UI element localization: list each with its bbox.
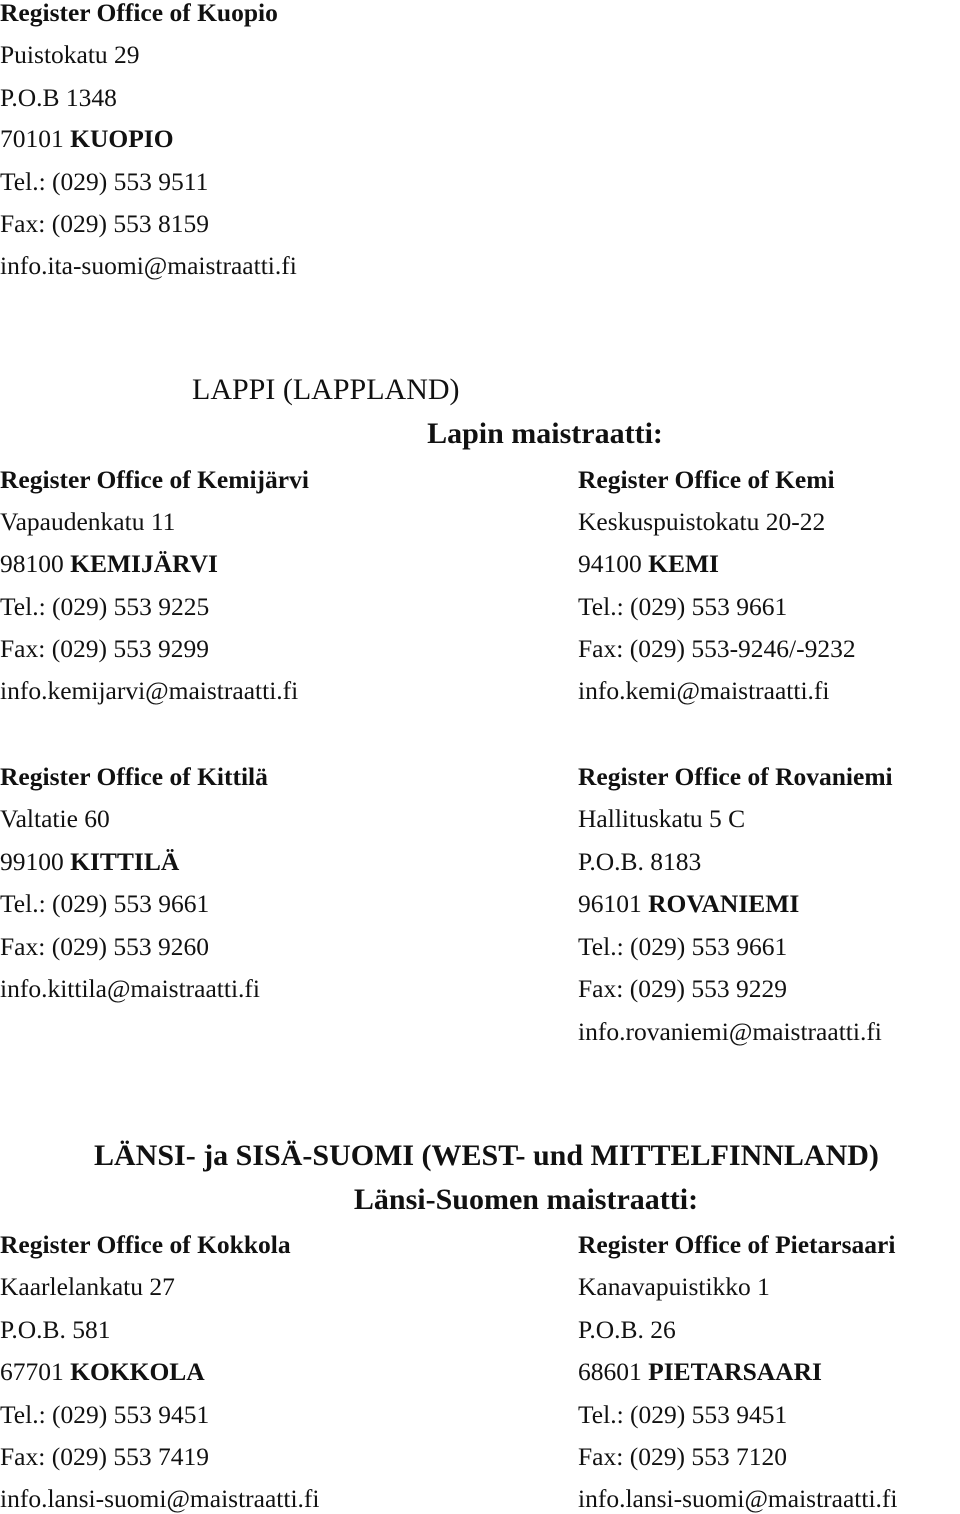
- postcode: 70101: [0, 124, 64, 153]
- section-subheading-lappi: Lapin maistraatti:: [427, 417, 663, 450]
- office-name: Register Office of Kittilä: [0, 762, 268, 791]
- fax: Fax: (029) 553 9299: [0, 634, 209, 663]
- office-name: Register Office of Pietarsaari: [578, 1230, 896, 1259]
- email[interactable]: info.kemi@maistraatti.fi: [578, 676, 830, 705]
- city: KOKKOLA: [70, 1357, 205, 1386]
- postcode: 99100: [0, 847, 64, 876]
- office-name: Register Office of Kuopio: [0, 0, 278, 27]
- city: KEMIJÄRVI: [70, 549, 218, 578]
- section-heading-text: LAPPI (LAPPLAND): [192, 373, 460, 406]
- email[interactable]: info.ita-suomi@maistraatti.fi: [0, 251, 297, 280]
- telephone: Tel.: (029) 553 9225: [0, 592, 210, 621]
- street-address: Kanavapuistikko 1: [578, 1272, 770, 1301]
- postcode: 94100: [578, 549, 642, 578]
- postal-line: [578, 889, 799, 919]
- fax: Fax: (029) 553 8159: [0, 209, 209, 238]
- street-address: Keskuspuistokatu 20-22: [578, 507, 826, 536]
- street-address: Kaarlelankatu 27: [0, 1272, 175, 1301]
- postal-line: [0, 847, 179, 877]
- email[interactable]: info.lansi-suomi@maistraatti.fi: [0, 1484, 320, 1513]
- fax: Fax: (029) 553 7419: [0, 1442, 209, 1471]
- email[interactable]: info.kemijarvi@maistraatti.fi: [0, 676, 299, 705]
- fax: Fax: (029) 553 9260: [0, 932, 209, 961]
- fax: Fax: (029) 553 7120: [578, 1442, 787, 1471]
- office-name: Register Office of Kemijärvi: [0, 465, 309, 494]
- postcode: 96101: [578, 889, 642, 918]
- postcode: 68601: [578, 1357, 642, 1386]
- telephone: Tel.: (029) 553 9661: [0, 889, 210, 918]
- po-box: P.O.B 1348: [0, 83, 117, 112]
- section-heading-lappi: [0, 372, 960, 408]
- po-box: P.O.B. 8183: [578, 847, 702, 876]
- email[interactable]: info.kittila@maistraatti.fi: [0, 974, 261, 1003]
- street-address: Puistokatu 29: [0, 40, 140, 69]
- email[interactable]: info.rovaniemi@maistraatti.fi: [578, 1017, 882, 1046]
- section-heading-lansi: LÄNSI- ja SISÄ-SUOMI (WEST- und MITTELFINNLAND): [94, 1139, 879, 1172]
- street-address: Hallituskatu 5 C: [578, 804, 746, 833]
- street-address: Valtatie 60: [0, 804, 110, 833]
- city: KUOPIO: [70, 124, 174, 153]
- street-address: Vapaudenkatu 11: [0, 507, 176, 536]
- office-name: Register Office of Rovaniemi: [578, 762, 893, 791]
- postal-line: [578, 549, 719, 579]
- postal-line: [0, 124, 174, 154]
- fax: Fax: (029) 553-9246/-9232: [578, 634, 856, 663]
- email[interactable]: info.lansi-suomi@maistraatti.fi: [578, 1484, 898, 1513]
- section-subheading-lansi: Länsi-Suomen maistraatti:: [353, 1183, 699, 1216]
- fax: Fax: (029) 553 9229: [578, 974, 787, 1003]
- telephone: Tel.: (029) 553 9451: [578, 1400, 788, 1429]
- telephone: Tel.: (029) 553 9451: [0, 1400, 210, 1429]
- telephone: Tel.: (029) 553 9661: [578, 592, 788, 621]
- office-name: Register Office of Kokkola: [0, 1230, 291, 1259]
- postal-line: [0, 549, 218, 579]
- telephone: Tel.: (029) 553 9511: [0, 167, 209, 196]
- postal-line: [578, 1357, 822, 1387]
- po-box: P.O.B. 26: [578, 1315, 676, 1344]
- city: KEMI: [648, 549, 719, 578]
- telephone: Tel.: (029) 553 9661: [578, 932, 788, 961]
- postal-line: [0, 1357, 205, 1387]
- city: PIETARSAARI: [648, 1357, 822, 1386]
- office-name: Register Office of Kemi: [578, 465, 835, 494]
- city: ROVANIEMI: [648, 889, 800, 918]
- postcode: 67701: [0, 1357, 64, 1386]
- postcode: 98100: [0, 549, 64, 578]
- po-box: P.O.B. 581: [0, 1315, 111, 1344]
- city: KITTILÄ: [70, 847, 180, 876]
